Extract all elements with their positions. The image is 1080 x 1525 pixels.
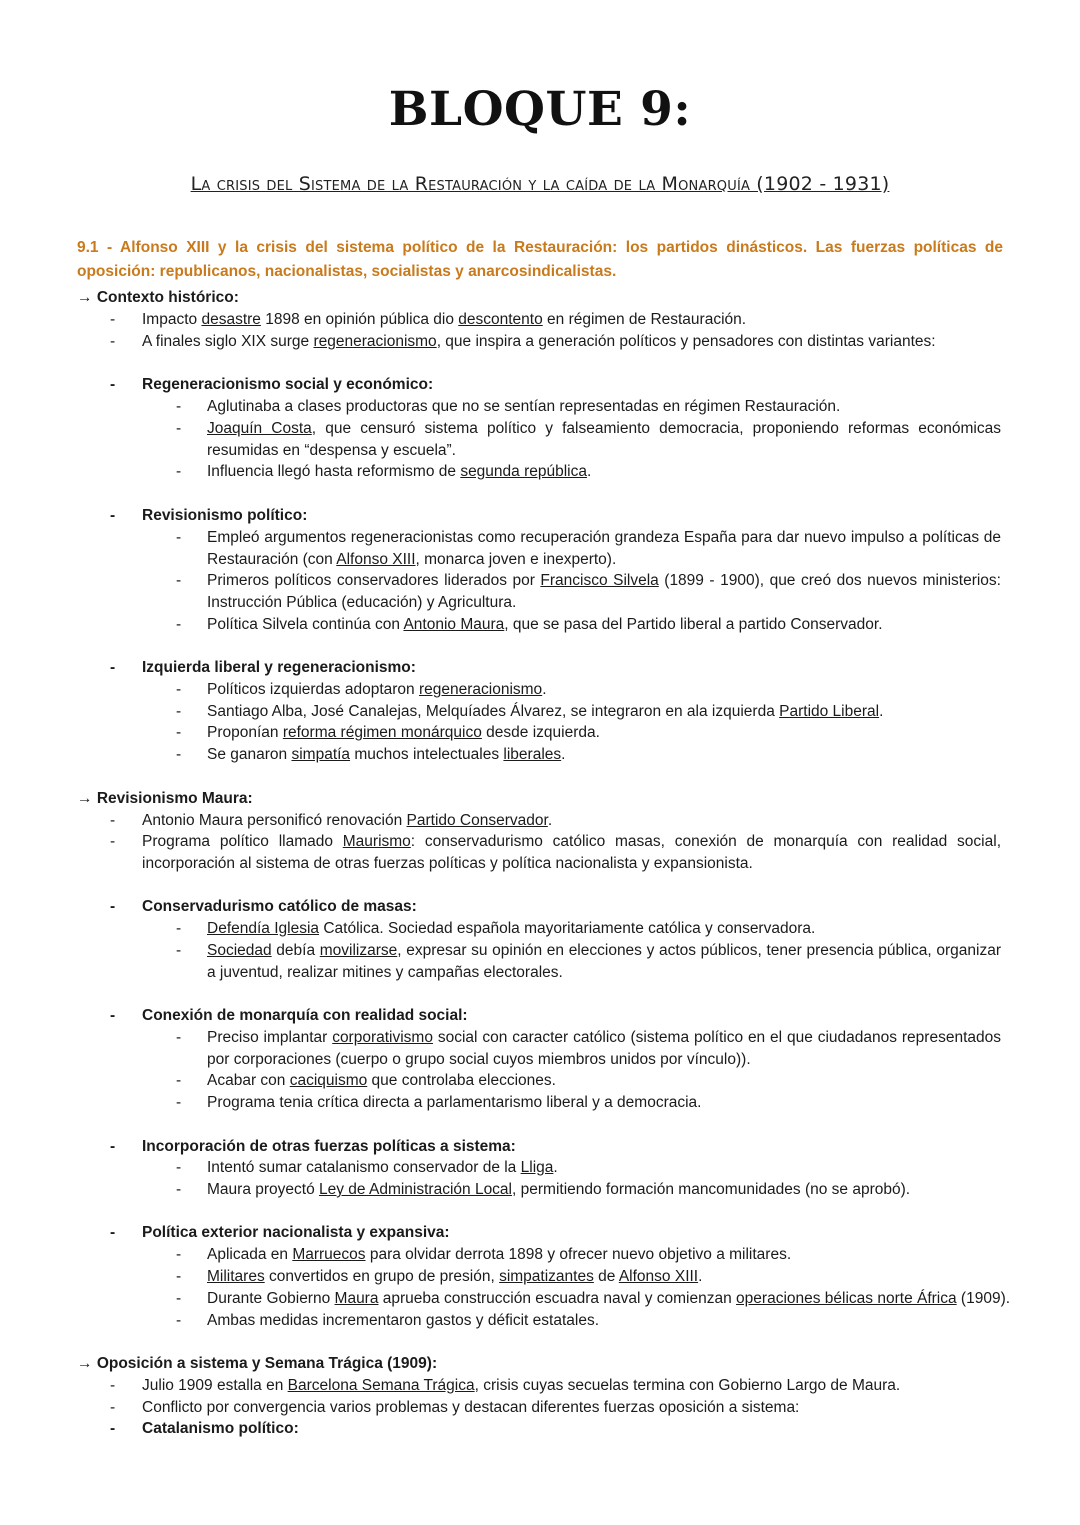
bullet-line xyxy=(207,744,565,766)
underlined-term: Maurismo xyxy=(342,833,411,850)
text-segment: (1909). xyxy=(956,1290,1011,1307)
text-segment: , permitiendo formación mancomunidades (no se aprobó). xyxy=(512,1181,911,1198)
text-segment: Preciso implantar xyxy=(207,1029,333,1046)
subsection-title xyxy=(142,657,416,679)
underlined-term: operaciones bélicas norte África xyxy=(736,1290,957,1307)
bullet-line xyxy=(207,1027,1001,1071)
underlined-term: Ley de Administración Local xyxy=(319,1181,513,1198)
text-segment: Programa tenia crítica directa a parlamentarismo liberal y a democracia. xyxy=(207,1094,702,1111)
underlined-term: simpatizantes xyxy=(499,1268,594,1285)
section-title xyxy=(77,1353,437,1375)
section-title xyxy=(77,788,253,810)
bullet-line xyxy=(207,1244,791,1266)
bullet-line xyxy=(207,1070,556,1092)
bullet-dash: - xyxy=(176,1029,182,1046)
underlined-term: Defendía Iglesia xyxy=(207,920,320,937)
bullet-line xyxy=(142,331,936,353)
arrow-right-icon: → xyxy=(77,790,97,807)
text-segment: en régimen de Restauración. xyxy=(542,311,747,328)
bullet-line xyxy=(207,1288,1010,1310)
bullet-dash: - xyxy=(110,507,116,524)
bullet-line xyxy=(207,396,840,418)
bullet-dash: - xyxy=(176,724,182,741)
underlined-term: regeneracionismo xyxy=(418,681,543,698)
text-segment: A finales siglo XIX surge xyxy=(142,333,314,350)
text-segment: . xyxy=(547,812,553,829)
subsection-title xyxy=(142,1136,516,1158)
bullet-dash: - xyxy=(110,812,116,829)
section-heading: 9.1 - Alfonso XIII y la crisis del sistema político de la Restauración: los partidos dinásticos. Las fuerzas políticas de oposición: republicanos, nacionalistas, socialistas y anarcosindicalistas. xyxy=(77,239,1003,280)
bullet-line xyxy=(142,1397,799,1419)
text-segment: (1899 - 1900), que creó dos nuevos ministerios: Instrucción Pública (educación) y Agricultura. xyxy=(207,572,1001,611)
underlined-term: Marruecos xyxy=(292,1246,366,1263)
bullet-line xyxy=(207,1092,702,1114)
text-segment: Conservadurismo católico de masas: xyxy=(142,898,417,915)
bullet-dash: - xyxy=(110,1420,116,1437)
text-segment: Revisionismo político: xyxy=(142,507,308,524)
text-segment: 1898 en opinión pública dio xyxy=(260,311,459,328)
text-segment: , monarca joven e inexperto). xyxy=(415,551,617,568)
text-segment: Ambas medidas incrementaron gastos y déficit estatales. xyxy=(207,1312,599,1329)
underlined-term: Francisco Silvela xyxy=(540,572,659,589)
bullet-line xyxy=(207,570,1001,614)
underlined-term: Partido Liberal xyxy=(779,703,880,720)
text-segment: Programa político llamado xyxy=(142,833,343,850)
bullet-dash: - xyxy=(110,833,116,850)
page-title: BLOQUE 9: xyxy=(388,82,692,137)
bullet-dash: - xyxy=(176,746,182,763)
bullet-dash: - xyxy=(176,703,182,720)
underlined-term: reforma régimen monárquico xyxy=(282,724,482,741)
bullet-line xyxy=(207,1310,599,1332)
bullet-dash: - xyxy=(176,463,182,480)
bullet-line xyxy=(207,614,883,636)
text-segment: , que censuró sistema político y falseamiento democracia, proponiendo reformas económicas resumidas en “despensa y escuela”. xyxy=(207,420,1001,459)
bullet-line xyxy=(207,918,815,940)
bullet-line xyxy=(142,1375,900,1397)
text-segment: Proponían xyxy=(207,724,283,741)
bullet-dash: - xyxy=(110,1007,116,1024)
underlined-term: simpatía xyxy=(291,746,351,763)
subsection-title xyxy=(142,1005,468,1027)
text-segment: Intentó sumar catalanismo conservador de la xyxy=(207,1159,521,1176)
arrow-right-icon: → xyxy=(77,1355,97,1372)
text-segment: , crisis cuyas secuelas termina con Gobierno Largo de Maura. xyxy=(474,1377,901,1394)
text-segment: Contexto histórico: xyxy=(96,289,239,306)
bullet-line xyxy=(207,940,1001,984)
underlined-term: Joaquín Costa xyxy=(207,420,312,437)
text-segment: debía xyxy=(271,942,320,959)
text-segment: Antonio Maura personificó renovación xyxy=(142,812,407,829)
text-segment: social con caracter católico (sistema político en el que ciudadanos representados por corporaciones (cuerpo o grupo social cuyos miembros unidos por vínculo)). xyxy=(207,1029,1001,1068)
text-segment: Impacto xyxy=(142,311,202,328)
section-title xyxy=(77,287,239,309)
text-segment: aprueba construcción escuadra naval y comienzan xyxy=(378,1290,737,1307)
text-segment: Políticos izquierdas adoptaron xyxy=(207,681,419,698)
bullet-dash: - xyxy=(110,1377,116,1394)
text-segment: Católica. Sociedad española mayoritariamente católica y conservadora. xyxy=(319,920,816,937)
bullet-line xyxy=(207,701,883,723)
bullet-line xyxy=(207,679,547,701)
bullet-dash: - xyxy=(110,1138,116,1155)
text-segment: , que inspira a generación políticos y pensadores con distintas variantes: xyxy=(436,333,936,350)
bullet-dash: - xyxy=(176,681,182,698)
text-segment: : conservadurismo católico masas, conexión de monarquía con realidad social, incorporación al sistema de otras fuerzas políticas y política nacionalista y expansionista. xyxy=(142,833,1001,872)
text-segment: Durante Gobierno xyxy=(207,1290,335,1307)
bullet-dash: - xyxy=(176,616,182,633)
text-segment: convertidos en grupo de presión, xyxy=(264,1268,500,1285)
text-segment: Influencia llegó hasta reformismo de xyxy=(207,463,461,480)
underlined-term: Antonio Maura xyxy=(403,616,505,633)
bullet-line xyxy=(142,831,1001,875)
bullet-dash: - xyxy=(176,920,182,937)
text-segment: Izquierda liberal y regeneracionismo: xyxy=(142,659,416,676)
text-segment: . xyxy=(698,1268,703,1285)
underlined-term: Lliga xyxy=(520,1159,554,1176)
text-segment: . xyxy=(553,1159,558,1176)
text-segment: Se ganaron xyxy=(207,746,292,763)
bullet-dash: - xyxy=(176,1181,182,1198)
bullet-dash: - xyxy=(110,376,116,393)
bullet-dash: - xyxy=(176,1290,182,1307)
subsection-title xyxy=(142,896,417,918)
text-segment: . xyxy=(587,463,592,480)
bullet-dash: - xyxy=(176,529,182,546)
bullet-dash: - xyxy=(110,898,116,915)
bullet-dash: - xyxy=(176,572,182,589)
bullet-line xyxy=(207,527,1001,571)
bullet-line xyxy=(207,1266,702,1288)
text-segment: Política Silvela continúa con xyxy=(207,616,404,633)
text-segment: Aplicada en xyxy=(207,1246,293,1263)
bullet-dash: - xyxy=(176,942,182,959)
text-segment: Conflicto por convergencia varios problemas y destacan diferentes fuerzas oposición a sistema: xyxy=(142,1399,800,1416)
text-segment: desde izquierda. xyxy=(481,724,600,741)
text-segment: muchos intelectuales xyxy=(350,746,504,763)
text-segment: . xyxy=(542,681,547,698)
text-segment: Catalanismo político: xyxy=(142,1420,299,1437)
text-segment: Oposición a sistema y Semana Trágica (1909): xyxy=(96,1355,438,1372)
bullet-dash: - xyxy=(110,1399,116,1416)
text-segment: que controlaba elecciones. xyxy=(367,1072,556,1089)
arrow-right-icon: → xyxy=(77,289,97,306)
bullet-dash: - xyxy=(176,1159,182,1176)
text-segment: Santiago Alba, José Canalejas, Melquíades Álvarez, se integraron en ala izquierda xyxy=(207,703,780,720)
underlined-term: movilizarse xyxy=(319,942,398,959)
text-segment: Política exterior nacionalista y expansiva: xyxy=(142,1224,450,1241)
underlined-term: desastre xyxy=(201,311,261,328)
bullet-dash: - xyxy=(176,398,182,415)
underlined-term: liberales xyxy=(503,746,562,763)
bullet-line xyxy=(207,722,600,744)
text-segment: , que se pasa del Partido liberal a partido Conservador. xyxy=(504,616,883,633)
text-segment: para olvidar derrota 1898 y ofrecer nuevo objetivo a militares. xyxy=(365,1246,792,1263)
bullet-dash: - xyxy=(176,1072,182,1089)
text-segment: Julio 1909 estalla en xyxy=(142,1377,288,1394)
text-segment: . xyxy=(879,703,884,720)
underlined-term: Barcelona Semana Trágica xyxy=(287,1377,475,1394)
text-segment: Maura proyectó xyxy=(207,1181,319,1198)
underlined-term: Partido Conservador xyxy=(406,812,548,829)
underlined-term: regeneracionismo xyxy=(313,333,437,350)
bullet-dash: - xyxy=(176,420,182,437)
subsection-title xyxy=(142,505,307,527)
subsection-title xyxy=(142,1418,299,1440)
bullet-line xyxy=(207,418,1001,462)
text-segment: . xyxy=(561,746,566,763)
text-segment: Revisionismo Maura: xyxy=(96,790,253,807)
bullet-dash: - xyxy=(110,333,116,350)
text-segment: , expresar su opinión en elecciones y actos públicos, tener presencia pública, organizar a juventud, realizar mitines y campañas electorales. xyxy=(207,942,1002,981)
text-segment: Acabar con xyxy=(207,1072,290,1089)
bullet-dash: - xyxy=(176,1246,182,1263)
underlined-term: Alfonso XIII xyxy=(336,551,416,568)
subsection-title xyxy=(142,374,433,396)
text-segment: Conexión de monarquía con realidad social: xyxy=(142,1007,468,1024)
bullet-line xyxy=(207,1157,558,1179)
text-segment: Regeneracionismo social y económico: xyxy=(142,376,434,393)
text-segment: Incorporación de otras fuerzas políticas a sistema: xyxy=(142,1138,516,1155)
text-segment: Empleó argumentos regeneracionistas como recuperación grandeza España para dar nuevo impulso a políticas de Restauración (con xyxy=(207,529,1001,568)
underlined-term: caciquismo xyxy=(289,1072,368,1089)
text-segment: Aglutinaba a clases productoras que no se sentían representadas en régimen Restauración. xyxy=(207,398,841,415)
underlined-term: segunda república xyxy=(460,463,587,480)
underlined-term: Militares xyxy=(207,1268,265,1285)
bullet-line xyxy=(142,810,552,832)
bullet-dash: - xyxy=(110,311,116,328)
underlined-term: Maura xyxy=(334,1290,379,1307)
bullet-dash: - xyxy=(176,1268,182,1285)
underlined-term: Alfonso XIII xyxy=(618,1268,699,1285)
bullet-dash: - xyxy=(110,659,116,676)
underlined-term: Sociedad xyxy=(207,942,272,959)
underlined-term: corporativismo xyxy=(332,1029,433,1046)
bullet-line xyxy=(207,461,591,483)
underlined-term: descontento xyxy=(458,311,543,328)
subsection-title xyxy=(142,1222,450,1244)
bullet-line xyxy=(142,309,746,331)
bullet-dash: - xyxy=(176,1312,182,1329)
bullet-dash: - xyxy=(176,1094,182,1111)
text-segment: Primeros políticos conservadores liderados por xyxy=(207,572,541,589)
page-subtitle: La crisis del Sistema de la Restauración y la caída de la Monarquía (1902 - 1931) xyxy=(190,173,890,195)
bullet-line xyxy=(207,1179,910,1201)
bullet-dash: - xyxy=(110,1224,116,1241)
text-segment: de xyxy=(593,1268,619,1285)
